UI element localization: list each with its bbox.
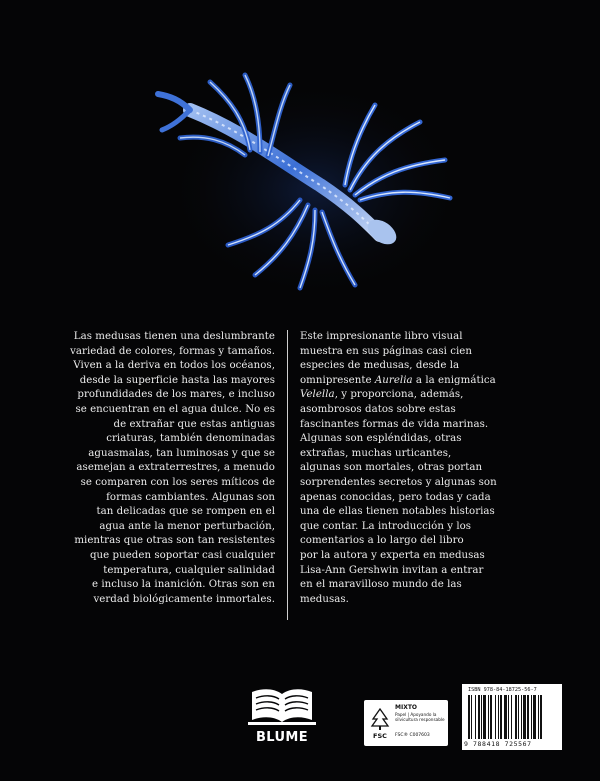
barcode-bar [511,695,512,739]
barcode-bar [475,695,476,739]
barcode-bar [488,695,489,739]
text-fragment: , y proporciona, además, [334,389,464,401]
text-line: agua ante la menor perturbación, [99,520,275,532]
text-line: Las medusas tienen una deslumbrante [73,331,275,342]
barcode-bar [483,695,486,739]
barcode-bar [490,695,492,739]
text-line: tan delicadas que se rompen en el [96,506,275,518]
barcode-bar [504,695,507,739]
text-line: profundidades de los mares, e incluso [77,389,275,401]
text-line: se comparen con los seres míticos de [80,476,275,488]
barcode-bar [498,695,499,739]
fsc-code: FSC® C007603 [395,733,430,738]
text-line: criaturas, también denominadas [106,433,275,445]
text-line [300,374,540,389]
text-line: una de ellas tienen notables historias [300,506,495,518]
publisher-logo [244,686,320,746]
text-line: Lisa-Ann Gershwin invitan a entrar [300,564,484,576]
text-line: aguasmalas, tan luminosas y que se [88,447,275,459]
barcode-bar [523,695,526,739]
text-line: Algunas son espléndidas, otras [300,433,462,445]
text-line: temperatura, cualquier salinidad [103,564,275,576]
barcode-bar [508,695,509,739]
text-line: sorprendentes secretos y algunas son [300,476,497,488]
barcode-bar [518,695,519,739]
barcode-bar [538,695,539,739]
text-line: e incluso la inanición. Otras son en [91,579,275,591]
text-line: que contar. La introducción y los [300,520,472,532]
barcode-bar [515,695,517,739]
column-divider [287,330,288,620]
barcode-bar [533,695,536,739]
fsc-certification [364,700,448,746]
fsc-tree-icon [369,707,391,741]
open-book-icon [244,686,320,730]
species-name-velella: Velella [300,389,335,401]
barcode-bar [500,695,502,739]
barcode-bar [478,695,480,739]
fsc-label: MIXTO [395,704,418,711]
barcode-bar [531,695,532,739]
text-line: se encuentran en el agua dulce. No es [75,403,275,415]
barcode-bar [521,695,522,739]
text-line: que pueden soportar casi cualquier [89,549,275,561]
text-line: desde la superficie hasta las mayores [79,374,275,386]
text-line: apenas conocidas, pero todas y cada [300,491,491,503]
fsc-logo-text: FSC [373,732,387,740]
barcode-bar [527,695,529,739]
barcode-bar [495,695,496,739]
text-line: comentarios a lo largo del libro [300,535,464,547]
text-fragment: a la enigmática [412,374,496,386]
text-line: Viven a la deriva en todos los océanos, [73,360,275,372]
barcode-bar [481,695,482,739]
description-left-column [30,330,275,607]
text-line: asemejan a extraterrestres, a menudo [76,462,275,474]
text-line: verdad biológicamente inmortales. [93,593,275,605]
barcode-bars [468,695,556,739]
text-line: mientras que otras son tan resistentes [74,535,275,547]
text-line: muestra en sus páginas casi cien [300,345,472,357]
text-line: de extrañar que estas antiguas [113,418,275,430]
publisher-name: BLUME [255,730,309,745]
text-line: medusas. [300,593,349,605]
text-line: fascinantes formas de vida marinas. [300,418,489,430]
species-name-aurelia: Aurelia [374,374,413,386]
text-line: especies de medusas, desde la [300,360,460,372]
text-line: variedad de colores, formas y tamaños. [70,345,275,357]
text-fragment: omnipresente [300,374,375,386]
description-right-column [300,330,540,607]
text-line: extrañas, muchas urticantes, [300,447,452,459]
barcode-bar [468,695,470,739]
text-line: algunas son mortales, otras portan [300,462,483,474]
barcode-bar [540,695,542,739]
text-line: por la autora y experta en medusas [300,549,485,561]
text-line [300,388,540,403]
fsc-subtext: Papel | Apoyando la silvicultura responsable [395,712,445,722]
isbn-number: ISBN 978-84-18725-56-7 [468,687,537,693]
text-line: asombrosos datos sobre estas [300,403,456,415]
text-line: Este impresionante libro visual [300,331,463,342]
barcode-digits: 9 788418 725567 [464,740,532,748]
isbn-barcode [462,684,562,750]
text-line: en el maravilloso mundo de las [300,579,462,591]
barcode-bar [471,695,472,739]
blue-sea-creature-image [150,60,470,305]
text-line: formas cambiantes. Algunas son [106,491,275,503]
